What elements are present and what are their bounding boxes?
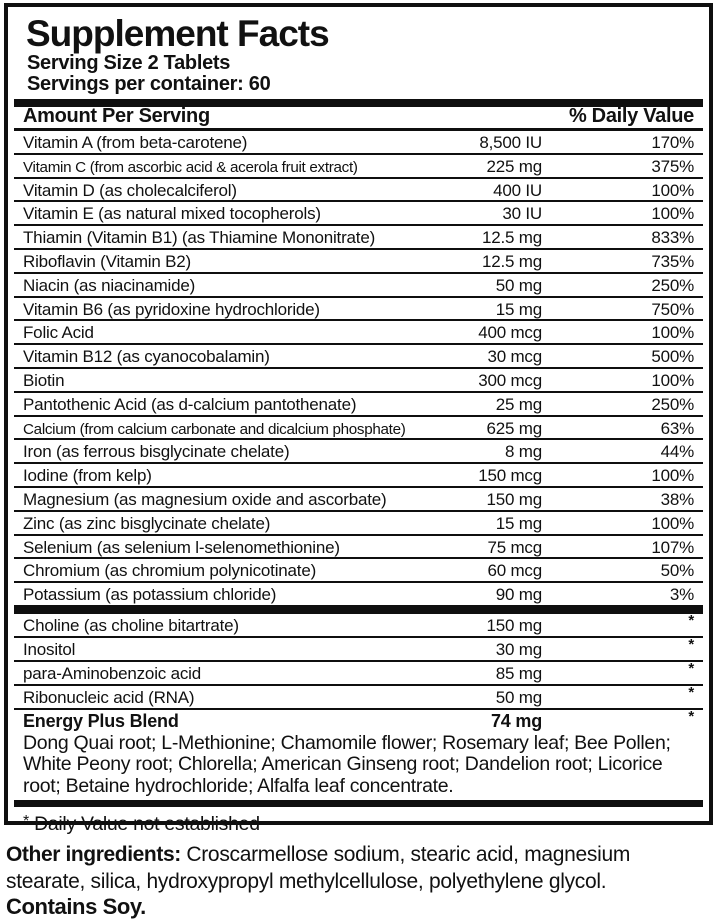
nutrient-name: Inositol	[23, 639, 76, 659]
nutrient-row	[14, 369, 703, 393]
nutrient-amount: 150 mcg	[478, 466, 542, 486]
nutrient-amount: 50 mg	[495, 275, 542, 295]
nutrient-name: Vitamin C (from ascorbic acid & acerola fruit extract)	[23, 158, 358, 176]
asterisk: *	[23, 813, 29, 831]
other-ingredients	[6, 842, 710, 895]
nutrient-row	[14, 659, 703, 686]
nutrient-name: para-Aminobenzoic acid	[23, 663, 201, 683]
footnote-text: Daily Value not established	[34, 813, 260, 836]
nutrient-amount: 400 mcg	[478, 323, 542, 343]
nutrient-name: Vitamin B6 (as pyridoxine hydrochloride)	[23, 299, 320, 319]
nutrient-name: Calcium (from calcium carbonate and dicalcium phosphate)	[23, 420, 406, 438]
nutrient-name: Riboflavin (Vitamin B2)	[23, 251, 191, 271]
nutrient-amount: 625 mg	[486, 418, 542, 438]
nutrient-amount: 12.5 mg	[481, 228, 542, 248]
nutrient-daily-value: 44%	[660, 442, 694, 462]
nutrient-amount: 90 mg	[495, 585, 542, 605]
nutrient-amount: 30 mcg	[487, 347, 542, 367]
nutrient-daily-value: 107%	[651, 537, 694, 557]
nutrient-name: Zinc (as zinc bisglycinate chelate)	[23, 513, 271, 533]
nutrient-daily-value: 735%	[651, 251, 694, 271]
nutrient-row	[14, 179, 703, 203]
nutrient-row	[14, 536, 703, 560]
nutrient-amount: 85 mg	[495, 663, 542, 683]
nutrient-amount: 30 IU	[502, 204, 542, 224]
nutrient-amount: 8 mg	[505, 442, 542, 462]
blend-name: Energy Plus Blend	[23, 710, 179, 731]
nutrient-name: Folic Acid	[23, 323, 94, 343]
nutrient-daily-value	[542, 635, 694, 662]
nutrient-name: Vitamin A (from beta-carotene)	[23, 133, 248, 152]
column-header-row	[14, 107, 703, 131]
nutrient-name: Choline (as choline bitartrate)	[23, 615, 239, 635]
nutrient-name: Vitamin B12 (as cyanocobalamin)	[23, 347, 270, 367]
asterisk: *	[688, 635, 694, 653]
nutrient-daily-value: 100%	[651, 204, 694, 224]
nutrient-row	[14, 635, 703, 662]
asterisk: *	[688, 707, 694, 725]
nutrient-daily-value: 38%	[660, 489, 694, 509]
nutrient-row	[14, 345, 703, 369]
nutrient-amount: 150 mg	[486, 615, 542, 635]
blend-ingredient-list: Dong Quai root; L-Methionine; Chamomile flower; Rosemary leaf; Bee Pollen; White Peony root; Chlorella; American Ginseng root; Dandelion root; Licorice root; Betaine hydrochloride; Alfalfa leaf concentrate.	[23, 731, 671, 797]
panel-title: Supplement Facts	[26, 13, 329, 54]
panel-inner	[14, 7, 703, 838]
nutrient-daily-value: 170%	[651, 133, 694, 152]
amount-per-serving-header: Amount Per Serving	[23, 105, 210, 127]
nutrient-row	[14, 611, 703, 638]
nutrient-amount: 30 mg	[495, 639, 542, 659]
nutrient-daily-value	[542, 611, 694, 638]
nutrient-name: Thiamin (Vitamin B1) (as Thiamine Mononitrate)	[23, 228, 376, 248]
nutrient-amount: 8,500 IU	[479, 133, 542, 152]
nutrient-row	[14, 488, 703, 512]
nutrient-name: Biotin	[23, 370, 65, 390]
serving-size: Serving Size 2 Tablets	[27, 52, 231, 74]
divider-thick-middle	[14, 607, 703, 614]
blend-amount: 74 mg	[490, 710, 542, 731]
blend-daily-value	[542, 707, 694, 734]
nutrient-name: Magnesium (as magnesium oxide and ascorbate)	[23, 489, 387, 509]
nutrient-daily-value: 100%	[651, 323, 694, 343]
nutrient-row	[14, 274, 703, 298]
asterisk: *	[688, 683, 694, 701]
divider-thick-bottom	[14, 800, 703, 807]
nutrient-name: Vitamin E (as natural mixed tocopherols)	[23, 204, 321, 224]
nutrient-row	[14, 393, 703, 417]
nutrient-daily-value	[542, 659, 694, 686]
nutrient-row	[14, 559, 703, 583]
nutrient-daily-value: 100%	[651, 513, 694, 533]
nutrient-amount: 75 mcg	[487, 537, 542, 557]
nutrient-row	[14, 417, 703, 441]
nutrient-name: Pantothenic Acid (as d-calcium pantothenate)	[23, 394, 357, 414]
contains-allergen-statement: Contains Soy.	[6, 894, 146, 919]
nutrient-row	[14, 440, 703, 464]
nutrient-name: Niacin (as niacinamide)	[23, 275, 196, 295]
nutrient-row	[14, 131, 703, 155]
other-ingredients-text: Croscarmellose sodium, stearic acid, magnesium stearate, silica, hydroxypropyl methylcellulose, polyethylene glycol.	[6, 843, 631, 893]
nutrient-daily-value: 833%	[651, 228, 694, 248]
nutrient-amount: 12.5 mg	[481, 251, 542, 271]
nutrient-daily-value: 3%	[669, 585, 694, 605]
nutrient-name: Selenium (as selenium l-selenomethionine)	[23, 537, 340, 557]
nutrient-daily-value: 50%	[660, 561, 694, 581]
nutrient-amount: 225 mg	[486, 156, 542, 176]
nutrient-daily-value: 375%	[651, 156, 694, 176]
nutrient-name: Iron (as ferrous bisglycinate chelate)	[23, 442, 290, 462]
nutrient-daily-value: 250%	[651, 275, 694, 295]
daily-value-header: % Daily Value	[568, 105, 694, 127]
blend-row	[14, 707, 703, 733]
nutrient-row	[14, 202, 703, 226]
nutrient-amount: 50 mg	[495, 687, 542, 707]
nutrient-daily-value: 250%	[651, 394, 694, 414]
nutrient-daily-value: 500%	[651, 347, 694, 367]
nutrient-row	[14, 298, 703, 322]
nutrient-row	[14, 583, 703, 607]
asterisk: *	[688, 659, 694, 677]
nutrient-name: Iodine (from kelp)	[23, 466, 152, 486]
nutrient-amount: 60 mcg	[487, 561, 542, 581]
daily-value-footnote	[14, 807, 703, 838]
nutrient-rows	[14, 131, 703, 607]
nutrient-row	[14, 155, 703, 179]
nutrient-daily-value: 100%	[651, 466, 694, 486]
non-dv-nutrient-rows	[14, 611, 703, 710]
nutrient-daily-value	[542, 683, 694, 710]
other-ingredients-label: Other ingredients:	[6, 843, 181, 866]
nutrient-name: Chromium (as chromium polynicotinate)	[23, 561, 317, 581]
asterisk: *	[688, 611, 694, 629]
nutrient-row	[14, 464, 703, 488]
nutrient-daily-value: 100%	[651, 370, 694, 390]
nutrient-row	[14, 321, 703, 345]
nutrient-row	[14, 250, 703, 274]
nutrient-amount: 300 mcg	[478, 370, 542, 390]
servings-per-container: Servings per container: 60	[27, 73, 271, 95]
nutrient-amount: 400 IU	[493, 180, 542, 200]
nutrient-amount: 150 mg	[486, 489, 542, 509]
nutrient-daily-value: 63%	[660, 418, 694, 438]
nutrient-amount: 15 mg	[495, 299, 542, 319]
nutrient-name: Potassium (as potassium chloride)	[23, 585, 277, 605]
nutrient-daily-value: 100%	[651, 180, 694, 200]
nutrient-row	[14, 512, 703, 536]
nutrient-amount: 25 mg	[495, 394, 542, 414]
nutrient-amount: 15 mg	[495, 513, 542, 533]
nutrient-row	[14, 226, 703, 250]
nutrient-row	[14, 683, 703, 710]
supplement-facts-panel	[4, 3, 713, 836]
nutrient-daily-value: 750%	[651, 299, 694, 319]
nutrient-name: Ribonucleic acid (RNA)	[23, 687, 195, 707]
nutrient-name: Vitamin D (as cholecalciferol)	[23, 180, 237, 200]
